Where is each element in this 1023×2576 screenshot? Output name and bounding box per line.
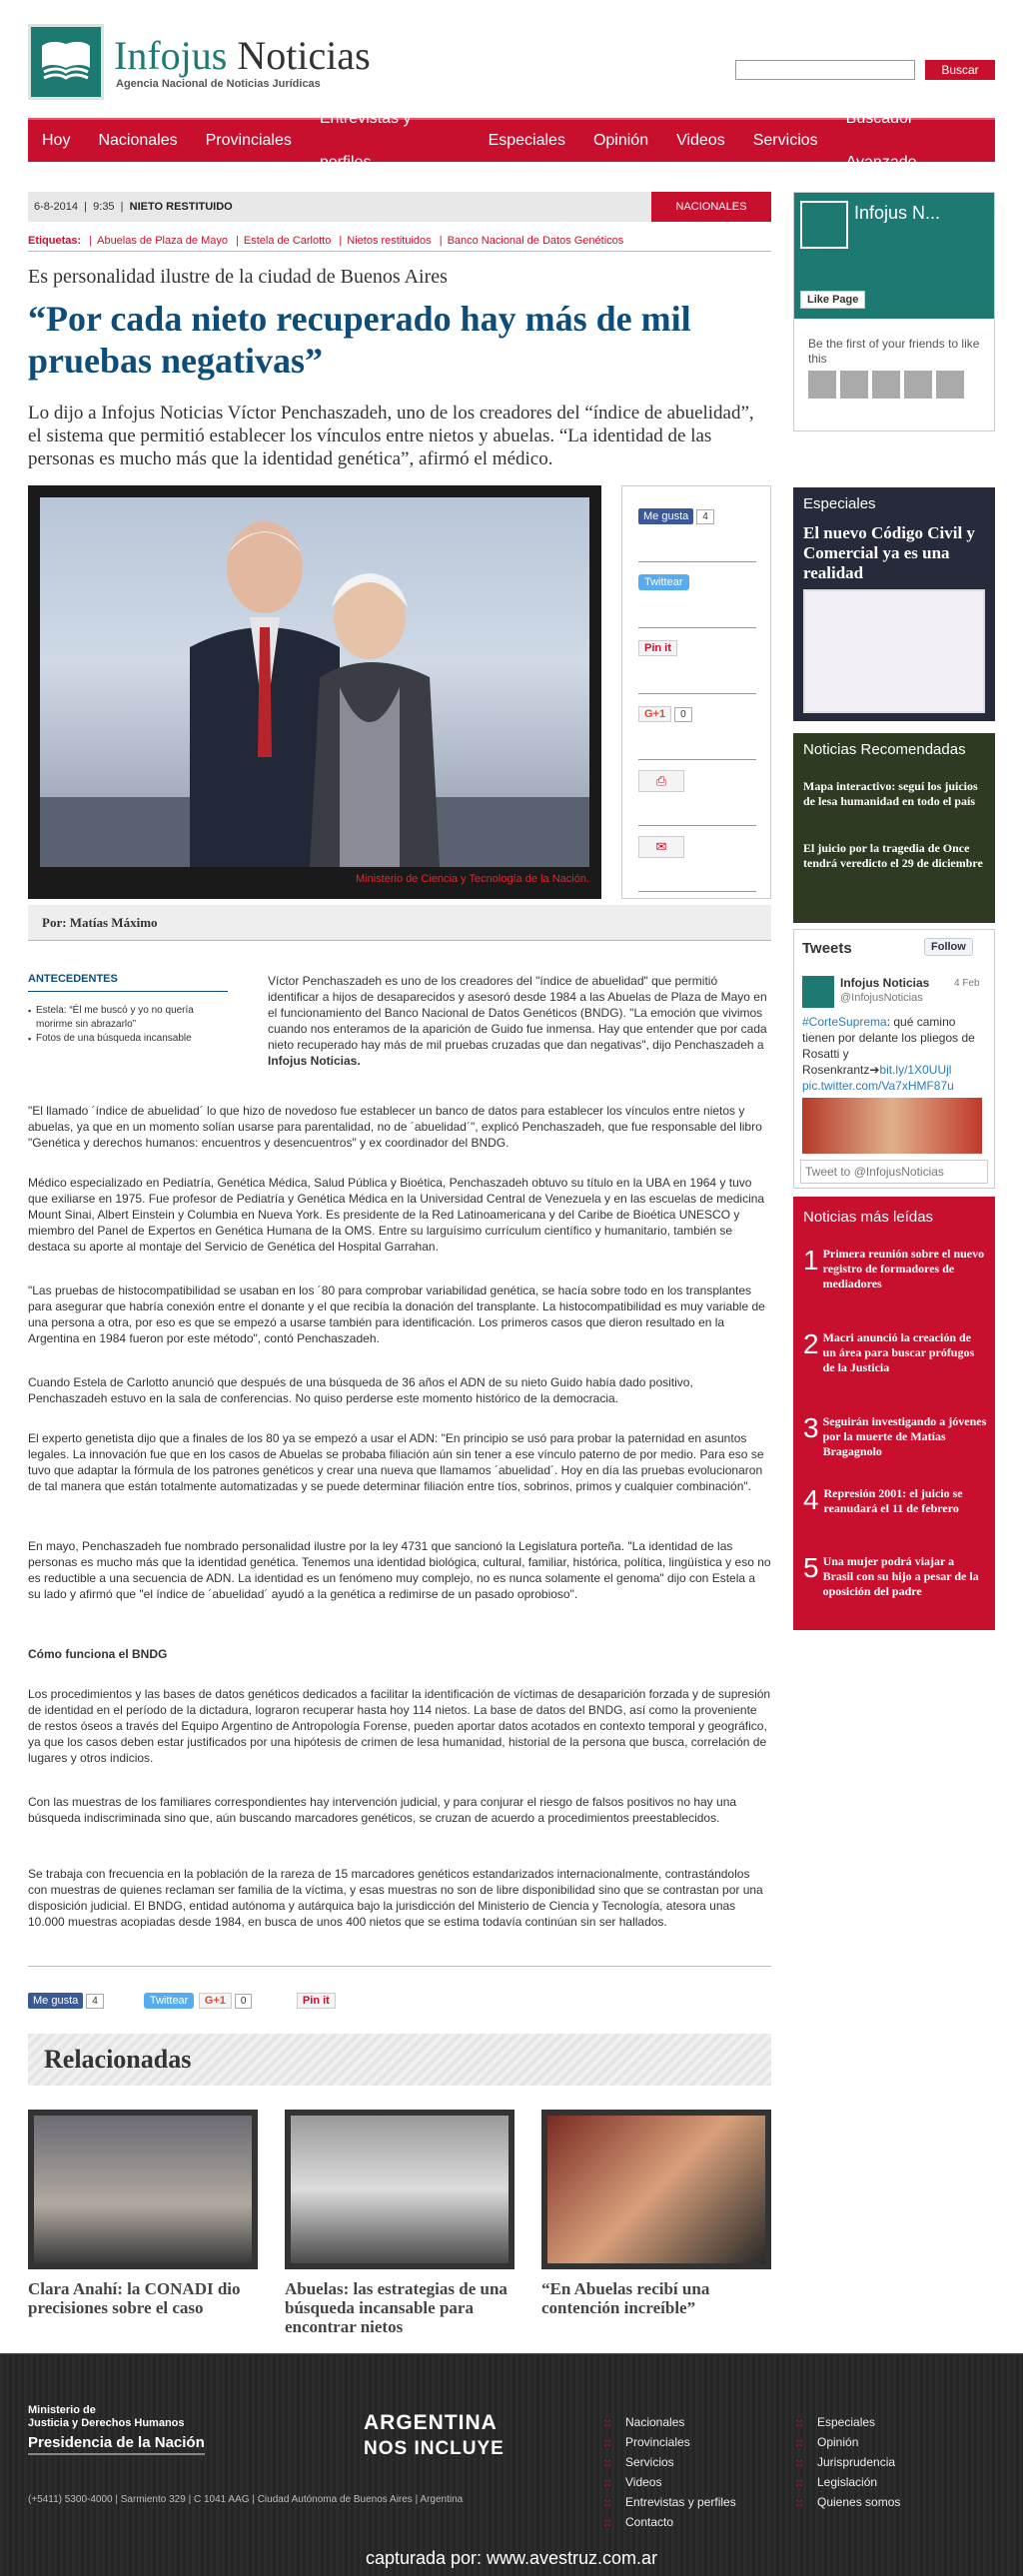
footer-link[interactable]: :: Nacionales <box>603 2412 736 2432</box>
footer-link[interactable]: :: Contacto <box>603 2512 736 2532</box>
nav-item-especiales[interactable]: Especiales <box>488 132 565 149</box>
article-paragraph: El experto genetista dijo que a finales de los 80 ya se empezó a usar el ADN: "En principio se usó para probar la paternidad en asuntos legales. La innovación fue que en los casos de Abuelas se probaba filiación aún sin tener a ese vínculo paterno de por medio. Para eso se tuvo que adaptar la fórmula de los patrones genéticos y crear una nueva que llamamos ´abuelidad´. Hoy en día las pruebas evolucionaron de tal manera que están totalmente automatizadas y se puede determinar filiación entre tíos, sobrinos, primos y cualquier combinación". <box>28 1431 764 1493</box>
nav-item-buscador[interactable]: Buscador Avanzado <box>845 110 917 171</box>
share-row-facebook <box>638 506 756 562</box>
share-row-print <box>638 770 756 826</box>
gplus-button[interactable]: G+1 <box>638 706 671 722</box>
footer-link[interactable]: :: Videos <box>603 2472 736 2492</box>
site-logo[interactable] <box>28 22 408 102</box>
footer-link[interactable]: :: Legislación <box>795 2472 900 2492</box>
article-category: NIETO RESTITUIDO <box>129 201 233 213</box>
most-read-title: Noticias más leídas <box>803 1209 934 1226</box>
footer-link[interactable]: :: Servicios <box>603 2452 736 2472</box>
search-button[interactable]: Buscar <box>925 60 995 80</box>
recommended-title: Noticias Recomendadas <box>803 741 966 758</box>
especiales-image[interactable] <box>803 589 985 713</box>
tweet-pic-link[interactable]: pic.twitter.com/Va7xHMF87u <box>802 1079 954 1093</box>
related-title[interactable]: Abuelas: las estrategias de una búsqueda incansable para encontrar nietos <box>285 2279 508 2336</box>
footer-link[interactable]: :: Jurisprudencia <box>795 2452 900 2472</box>
nav-item-videos[interactable]: Videos <box>676 132 725 149</box>
share-row-twitter <box>638 572 756 628</box>
related-title[interactable]: “En Abuelas recibí una contención increíble” <box>541 2279 710 2317</box>
argentina-logo: ARGENTINA NOS INCLUYE <box>364 2411 505 2459</box>
facebook-like-button[interactable]: Me gusta <box>638 508 693 524</box>
related-card[interactable] <box>541 2110 771 2317</box>
share-row-pinterest <box>638 638 756 694</box>
book-logo-icon <box>28 24 104 100</box>
most-read-item[interactable]: 1 Primera reunión sobre el nuevo registro de formadores de mediadores <box>803 1245 985 1290</box>
facebook-page-name[interactable]: Infojus N... <box>854 203 941 223</box>
facebook-page-widget <box>793 192 995 431</box>
main-nav <box>28 110 995 171</box>
related-header: Relacionadas <box>28 2034 771 2086</box>
article-author: Por: Matías Máximo <box>28 905 771 941</box>
facebook-banner[interactable] <box>794 193 994 319</box>
footer-link[interactable]: :: Especiales <box>795 2412 900 2432</box>
facebook-like-page-button[interactable]: Like Page <box>800 291 865 309</box>
like-count: 4 <box>86 1994 104 2009</box>
photo-caption: Ministerio de Ciencia y Tecnología de la Nación. <box>356 873 589 885</box>
tweet-handle[interactable]: @InfojusNoticias <box>840 992 923 1004</box>
avatar[interactable] <box>840 371 868 399</box>
twitter-widget <box>793 929 995 1189</box>
nav-item-entrevistas[interactable]: Entrevistas y perfiles <box>319 110 412 171</box>
recommended-item[interactable]: Mapa interactivo: seguí los juicios de lesa humanidad en todo el país <box>803 779 978 808</box>
tweet-link[interactable]: bit.ly/1X0UUjl <box>879 1063 952 1077</box>
tag-link[interactable]: Estela de Carlotto <box>243 235 332 247</box>
article-paragraph: En mayo, Penchaszadeh fue nombrado personalidad ilustre por la ley 4731 que sancionó la Legislatura porteña. "La identidad de las personas es mucho más que la identidad genética. Tenemos una identidad biológica, cultural, familiar, histórica, política, lingüística y eso no es reductible a una secuencia de ADN. La identidad es un fenómeno muy complejo, no es nunca solamente el genoma" dijo con Estela a su lado y afirmó que "el índice de ´abuelidad´ ayudó a la genética a redimirse de un pasado oprobioso". <box>28 1539 771 1601</box>
article-subhead: Cómo funciona el BNDG <box>28 1647 168 1661</box>
nav-item-nacionales[interactable]: Nacionales <box>98 132 178 149</box>
most-read-item[interactable]: 3 Seguirán investigando a jóvenes por la muerte de Matías Bragagnolo <box>803 1412 987 1458</box>
article-date: 6-8-2014 <box>34 201 79 213</box>
pinterest-button[interactable]: Pin it <box>297 1993 336 2009</box>
related-image[interactable] <box>285 2110 514 2269</box>
share-row-gplus <box>638 704 756 760</box>
footer-link[interactable]: :: Quienes somos <box>795 2492 900 2512</box>
especiales-box <box>793 487 995 721</box>
recommended-item[interactable]: El juicio por la tragedia de Once tendrá veredicto el 29 de diciembre <box>803 841 983 870</box>
article-paragraph: "El llamado ´índice de abuelidad´ lo que hizo de novedoso fue establecer un banco de datos para establecer los vínculos entre nietos y abuelas, ya que en un momento solían usarse para parentalidad, no de ´abuelidad´", explicó Penchaszadeh, que fue responsable del libro "Genética y derechos humanos: encuentros y desencuentros" y ex coordinador del BNDG. <box>28 1104 762 1150</box>
tweet-user[interactable]: Infojus Noticias <box>840 976 930 990</box>
email-icon[interactable]: ✉ <box>638 836 684 858</box>
avatar[interactable] <box>808 371 836 399</box>
article-photo-frame <box>28 485 601 899</box>
related-image[interactable] <box>28 2110 258 2269</box>
tag-link[interactable]: Nietos restituidos <box>347 235 432 247</box>
nav-item-opinion[interactable]: Opinión <box>592 132 649 149</box>
antecedente-link[interactable]: ▪ Fotos de una búsqueda incansable <box>28 1032 228 1046</box>
tag-link[interactable]: Banco Nacional de Datos Genéticos <box>447 235 624 247</box>
avatar[interactable] <box>802 976 834 1008</box>
facebook-faces <box>808 371 964 399</box>
article-paragraph: Con las muestras de los familiares correspondientes hay intervención judicial, y para conjurar el riesgo de falsos positivos no hay una búsqueda indiscriminada sino que, aún buscando marcadores genéticos, se cruzan de acuerdo a procedimientos preestablecidos. <box>28 1795 737 1825</box>
article-paragraph: Los procedimientos y las bases de datos genéticos dedicados a facilitar la identificación de víctimas de desaparición forzada y de supresión de identidad en el período de la dictadura, lograron recuperar hasta hoy 114 nietos. La base de datos del BNDG, así como la proveniente de restos óseos a través del Equipo Argentino de Antropología Forense, pueden aportar datos acotados en contexto temporal y geográfico, ya que los casos deben estar justificados por una hipótesis de crimen de lesa humanidad, historial de la persona que busca, correlación de lugares y otros indicios. <box>28 1687 771 1765</box>
tweet-to-input[interactable]: Tweet to @InfojusNoticias <box>800 1160 988 1184</box>
related-card[interactable] <box>28 2110 258 2317</box>
most-read-item[interactable]: 5 Una mujer podrá viajar a Brasil con su hijo a pesar de la oposición del padre <box>803 1552 979 1598</box>
tags-label: Etiquetas: <box>28 235 82 247</box>
ministry-logo[interactable]: Ministerio de Justicia y Derechos Humanos <box>28 2404 185 2429</box>
tweet-image[interactable] <box>802 1098 982 1154</box>
share-column <box>621 485 771 899</box>
antecedentes-box <box>28 973 228 1046</box>
gplus-count: 0 <box>235 1994 253 2009</box>
footer-links-col2 <box>795 2412 900 2512</box>
capture-watermark: capturada por: www.avestruz.com.ar <box>365 2548 658 2568</box>
article-headline: “Por cada nieto recuperado hay más de mil pruebas negativas” <box>28 299 691 381</box>
tweet-date[interactable]: 4 Feb <box>954 978 980 989</box>
tag-link[interactable]: Abuelas de Plaza de Mayo <box>97 235 228 247</box>
logo-title: Infojus Noticias <box>114 33 371 78</box>
gplus-count: 0 <box>674 707 692 722</box>
article-paragraph: Se trabaja con frecuencia en la población de la rareza de 15 marcadores genéticos estandarizados internacionalmente, contrastándolos con muestras de quienes reclaman ser familia de la víctima, y esas muestras no son de libre disponibilidad sino que se contrastan por una disposición judicial. El BNDG, entidad autónoma y autárquica bajo la jurisdicción del Ministerio de Ciencia y Tecnología, atesora unas 10.000 muestras acopiadas desde 1984, en busca de unos 400 nietos que se estima todavía continúan sin ser hallados. <box>28 1867 763 1929</box>
tweet-button[interactable]: Twittear <box>144 1993 195 2009</box>
footer-links-col1 <box>603 2412 736 2532</box>
gplus-button[interactable]: G+1 <box>199 1993 232 2009</box>
footer-link[interactable]: :: Provinciales <box>603 2432 736 2452</box>
avatar[interactable] <box>904 371 932 399</box>
most-read-box <box>793 1197 995 1630</box>
pinterest-button[interactable]: Pin it <box>638 640 677 656</box>
article-paragraph: Cuando Estela de Carlotto anunció que después de una búsqueda de 36 años el ADN de su nieto Guido había dado positivo, Penchaszadeh estuvo en la sala de conferencias. No quiso perderse este momento histórico de la democracia. <box>28 1375 693 1405</box>
hashtag-link[interactable]: #CorteSuprema <box>802 1015 887 1029</box>
especiales-title: Especiales <box>803 495 876 512</box>
antecedentes-title: ANTECEDENTES <box>28 973 228 992</box>
share-bar-bottom <box>28 1966 771 2007</box>
facebook-like-button[interactable]: Me gusta <box>28 1993 83 2009</box>
avatar[interactable] <box>936 371 964 399</box>
article-time: 9:35 <box>93 201 115 213</box>
facebook-friends-text: Be the first of your friends to like this <box>808 337 980 366</box>
recommended-box <box>793 733 995 923</box>
site-footer <box>0 2353 1023 2576</box>
related-card[interactable] <box>285 2110 514 2336</box>
related-image[interactable] <box>541 2110 771 2269</box>
twitter-follow-button[interactable]: Follow <box>924 938 973 956</box>
related-title[interactable]: Clara Anahí: la CONADI dio precisiones sobre el caso <box>28 2279 241 2317</box>
nav-item-provinciales[interactable]: Provinciales <box>205 132 292 149</box>
especiales-headline[interactable]: El nuevo Código Civil y Comercial ya es una realidad <box>803 523 975 582</box>
section-badge[interactable]: NACIONALES <box>651 192 771 222</box>
article-intro: Víctor Penchaszadeh es uno de los creadores del "índice de abuelidad" que permitió identificar a hijos de desaparecidos y asesoró desde 1984 a las Abuelas de Plaza de Mayo en el funcionamiento del Banco Nacional de Datos Genéticos (BNDG). "La emoción que vivimos cuando nos enteramos de la aparición de Guido fue inmensa. Hay que entender que por cada nieto recuperado hay más de mil pruebas cruzadas que dan negativas", dijo Penchaszadeh a Infojus Noticias. <box>268 974 767 1068</box>
article-lead: Lo dijo a Infojus Noticias Víctor Penchaszadeh, uno de los creadores del “índice de abuelidad”, el sistema que permitió establecer los vínculos entre nietos y abuelas. “La identidad de las personas es mucho más que la identidad genética”, afirmó el médico. <box>28 403 754 469</box>
footer-address: (+5411) 5300-4000 | Sarmiento 329 | C 1041 AAG | Ciudad Autónoma de Buenos Aires | Argentina <box>28 2494 464 2505</box>
like-count: 4 <box>696 509 714 524</box>
most-read-item[interactable]: 4 Represión 2001: el juicio se reanudará el 11 de febrero <box>803 1484 963 1515</box>
tweets-title: Tweets <box>802 940 852 957</box>
tweet-text: #CorteSuprema: qué camino tienen por delante los pliegos de Rosatti y Rosenkrantz➔bit.ly/1X0UUjl pic.twitter.com/Va7xHMF87u <box>802 1015 975 1093</box>
footer-link[interactable]: :: Opinión <box>795 2432 900 2452</box>
share-row-email <box>638 836 756 892</box>
article-kicker: Es personalidad ilustre de la ciudad de Buenos Aires <box>28 266 448 288</box>
tags-row: Etiquetas: | Abuelas de Plaza de Mayo | Estela de Carlotto | Nietos restituidos | Banco Nacional de Datos Genéticos <box>28 230 771 252</box>
search-input[interactable] <box>735 60 915 80</box>
avatar[interactable] <box>872 371 900 399</box>
nav-item-hoy[interactable]: Hoy <box>42 132 71 149</box>
logo-subtitle: Agencia Nacional de Noticias Jurídicas <box>116 78 321 90</box>
print-icon[interactable]: ⎙ <box>638 770 684 792</box>
article-paragraph: Médico especializado en Pediatría, Genética Médica, Salud Pública y Bioética, Penchaszadeh obtuvo su título en la UBA en 1964 y tuvo que exiliarse en 1975. Fue profesor de Pediatría y Genética Médica en la Universidad Central de Venezuela y en las escuelas de medicina Mount Sinai, Albert Einstein y Columbia en Nueva York. Es presidente de la Red Latinoamericana y del Caribe de Bioética UNESCO y miembro del Panel de Expertos en Genética Humana de la OMS. Entre su larguísimo currículum científico y humanitario, también se destaca su aporte al montaje del Servicio de Genética del Hospital Garrahan. <box>28 1176 765 1254</box>
footer-link[interactable]: :: Entrevistas y perfiles <box>603 2492 736 2512</box>
antecedente-link[interactable]: ▪ Estela: “Él me buscó y yo no quería morirme sin abrazarlo” <box>28 1004 228 1032</box>
article-photo <box>40 497 589 867</box>
most-read-item[interactable]: 2 Macri anunció la creación de un área para buscar prófugos de la Justicia <box>803 1328 975 1374</box>
presidency-logo[interactable]: Presidencia de la Nación <box>28 2434 205 2455</box>
article-paragraph: "Las pruebas de histocompatibilidad se usaban en los ´80 para comprobar variabilidad genética, se hacía sobre todo en los transplantes para asegurar que habría conexión entre el donante y el que recibía la donación del transplante. La histocompatibilidad es muy variable de una persona a otra, por eso es que se empezó a usarse también para identificación. Los primeros casos que dieron resultado en la Argentina en 1984 fueron por este método", contó Penchaszadeh. <box>28 1284 765 1345</box>
article-meta-bar: 6-8-2014 | 9:35 | NIETO RESTITUIDO <box>28 192 771 222</box>
book-logo-icon <box>800 201 848 249</box>
tweet-button[interactable]: Twittear <box>638 574 689 590</box>
nav-item-servicios[interactable]: Servicios <box>752 132 818 149</box>
